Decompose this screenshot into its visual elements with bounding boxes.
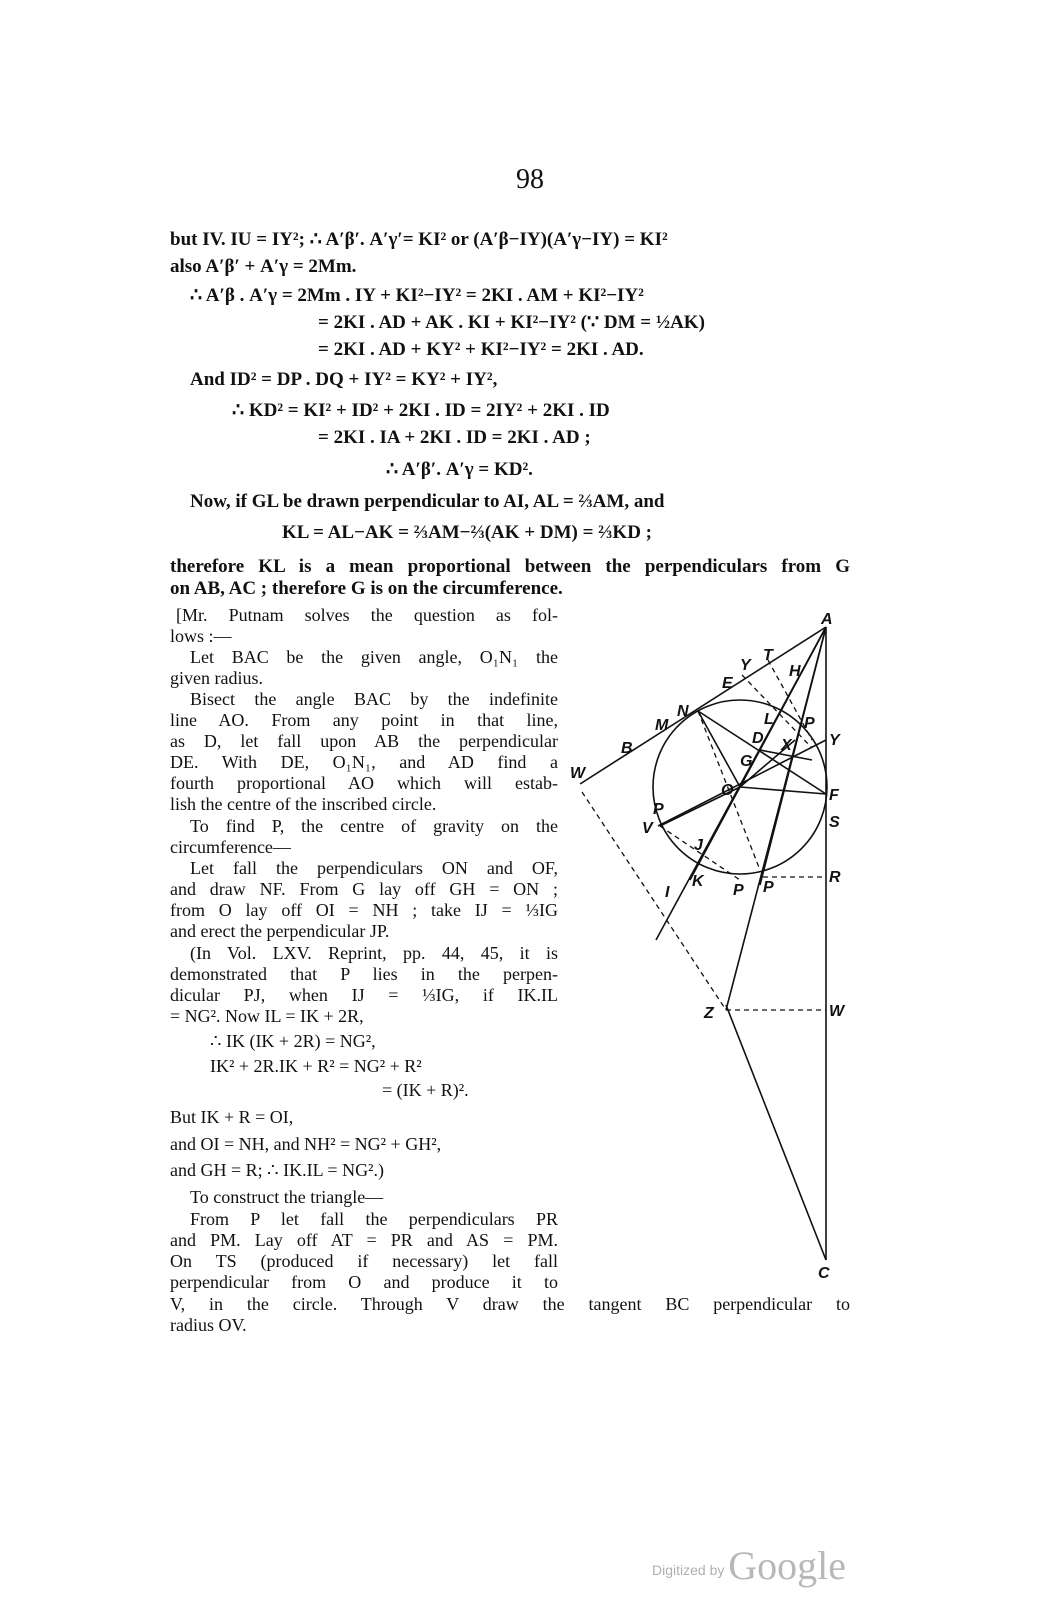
- label-j: J: [694, 837, 703, 854]
- column-line: given radius.: [170, 668, 263, 688]
- text-line: radius OV.: [170, 1315, 247, 1335]
- label-p-right: P: [763, 879, 774, 896]
- equation-line: ∴ KD² = KI² + ID² + 2KI . ID = 2IY² + 2KI . ID: [232, 400, 610, 421]
- equation-line: But IK + R = OI,: [170, 1107, 294, 1127]
- dashed-wz: [582, 792, 726, 1010]
- page-number: 98: [516, 164, 544, 195]
- column-line: lish the centre of the inscribed circle.: [170, 794, 437, 814]
- line-zc: [726, 1005, 826, 1260]
- equation-line: ∴ A′β′. A′γ = KD².: [386, 459, 533, 480]
- label-e: E: [722, 675, 733, 692]
- watermark-prefix: Digitized by: [652, 1562, 725, 1578]
- equation-line: = (IK + R)².: [382, 1080, 469, 1100]
- column-line: To construct the triangle—: [190, 1187, 384, 1207]
- label-p-upper: P: [804, 715, 815, 732]
- column-line: dicular PJ, when IJ = ⅓IG, if IK.IL: [170, 985, 558, 1005]
- text-line: Now, if GL be drawn perpendicular to AI, AL = ⅔AM, and: [190, 491, 665, 512]
- equation-line: but IV. IU = IY²; ∴ A′β′. A′γ′= KI² or (A′β−IY)(A′γ−IY) = KI²: [170, 229, 668, 250]
- label-d: D: [752, 730, 764, 747]
- label-a: A: [821, 611, 833, 628]
- equation-line: and GH = R; ∴ IK.IL = NG².): [170, 1160, 384, 1180]
- column-line: From P let fall the perpendiculars PR: [190, 1209, 558, 1229]
- equation-line: KL = AL−AK = ⅔AM−⅔(AK + DM) = ⅔KD ;: [282, 522, 652, 543]
- side-ab: [580, 627, 826, 784]
- column-line: [Mr. Putnam solves the question as fol-: [176, 605, 558, 625]
- column-line: To find P, the centre of gravity on the: [190, 816, 558, 836]
- label-s: S: [829, 814, 840, 831]
- column-line: DE. With DE, O₁N₁, and AD find a: [170, 752, 558, 772]
- column-line: and PM. Lay off AT = PR and AS = PM.: [170, 1230, 558, 1250]
- column-line: and erect the perpendicular JP.: [170, 921, 390, 941]
- column-line: Bisect the angle BAC by the indefinite: [190, 689, 558, 709]
- label-z: Z: [704, 1005, 714, 1022]
- label-w-right: W: [829, 1003, 845, 1020]
- figure-lines: [580, 627, 827, 1260]
- equation-line: = 2KI . AD + KY² + KI²−IY² = 2KI . AD.: [318, 339, 644, 360]
- label-p-lower: P: [733, 882, 744, 899]
- label-l: L: [764, 711, 774, 728]
- line-ak: [690, 627, 826, 880]
- column-line: Let BAC be the given angle, O₁N₁ the: [190, 647, 558, 667]
- figure-dashed-lines: [582, 660, 826, 1010]
- equation-line: IK² + 2R.IK + R² = NG² + R²: [210, 1056, 422, 1076]
- label-k: K: [692, 873, 704, 890]
- label-o: O: [721, 782, 734, 799]
- equation-line: = 2KI . AD + AK . KI + KI²−IY² (∵ DM = ½AK): [318, 312, 705, 333]
- label-y-right: Y: [829, 732, 840, 749]
- label-w-left: W: [570, 765, 586, 782]
- column-line: Let fall the perpendiculars ON and OF,: [190, 858, 558, 878]
- equation-line: And ID² = DP . DQ + IY² = KY² + IY²,: [190, 369, 498, 390]
- column-line: On TS (produced if necessary) let fall: [170, 1251, 558, 1271]
- equation-line: ∴ IK (IK + 2R) = NG²,: [210, 1031, 376, 1051]
- label-n: N: [677, 703, 689, 720]
- column-line: demonstrated that P lies in the perpen-: [170, 964, 558, 984]
- label-g: G: [740, 753, 753, 770]
- label-y: Y: [740, 657, 751, 674]
- column-line: lows :—: [170, 626, 232, 646]
- label-v: V: [642, 820, 653, 837]
- label-b: B: [621, 740, 633, 757]
- label-i: I: [665, 884, 670, 901]
- digitized-watermark: [652, 1542, 846, 1589]
- equation-line: = 2KI . IA + 2KI . ID = 2KI . AD ;: [318, 427, 591, 448]
- equation-line: ∴ A′β . A′γ = 2Mm . IY + KI²−IY² = 2KI . AM + KI²−IY²: [190, 285, 644, 306]
- label-m: M: [655, 717, 669, 734]
- equation-line: and OI = NH, and NH² = NG² + GH²,: [170, 1134, 442, 1154]
- label-r: R: [829, 869, 841, 886]
- column-line: and draw NF. From G lay off GH = ON ;: [170, 879, 558, 899]
- column-line: as D, let fall upon AB the perpendicular: [170, 731, 558, 751]
- watermark-brand: Google: [728, 1543, 847, 1588]
- radius-on: [698, 711, 740, 787]
- column-line: circumference—: [170, 837, 291, 857]
- equation-line: also A′β′ + A′γ = 2Mm.: [170, 256, 357, 277]
- column-line: (In Vol. LXV. Reprint, pp. 44, 45, it is: [190, 943, 558, 963]
- label-c: C: [818, 1265, 830, 1282]
- text-line: V, in the circle. Through V draw the tangent BC perpendicular to: [170, 1294, 850, 1314]
- text-line: therefore KL is a mean proportional between the perpendiculars from G: [170, 556, 850, 577]
- column-line: = NG². Now IL = IK + 2R,: [170, 1006, 364, 1026]
- column-line: perpendicular from O and produce it to: [170, 1272, 558, 1292]
- label-x: X: [781, 737, 792, 754]
- column-line: from O lay off OI = NH ; take IJ = ⅓IG: [170, 900, 558, 920]
- text-line: on AB, AC ; therefore G is on the circumference.: [170, 578, 563, 599]
- label-t: T: [763, 647, 773, 664]
- label-f: F: [829, 787, 839, 804]
- geometry-figure: [566, 611, 886, 1336]
- column-line: fourth proportional AO which will estab-: [170, 773, 558, 793]
- label-h: H: [789, 663, 801, 680]
- line-az: [726, 627, 826, 1010]
- label-p-left: P: [653, 801, 664, 818]
- column-line: line AO. From any point in that line,: [170, 710, 558, 730]
